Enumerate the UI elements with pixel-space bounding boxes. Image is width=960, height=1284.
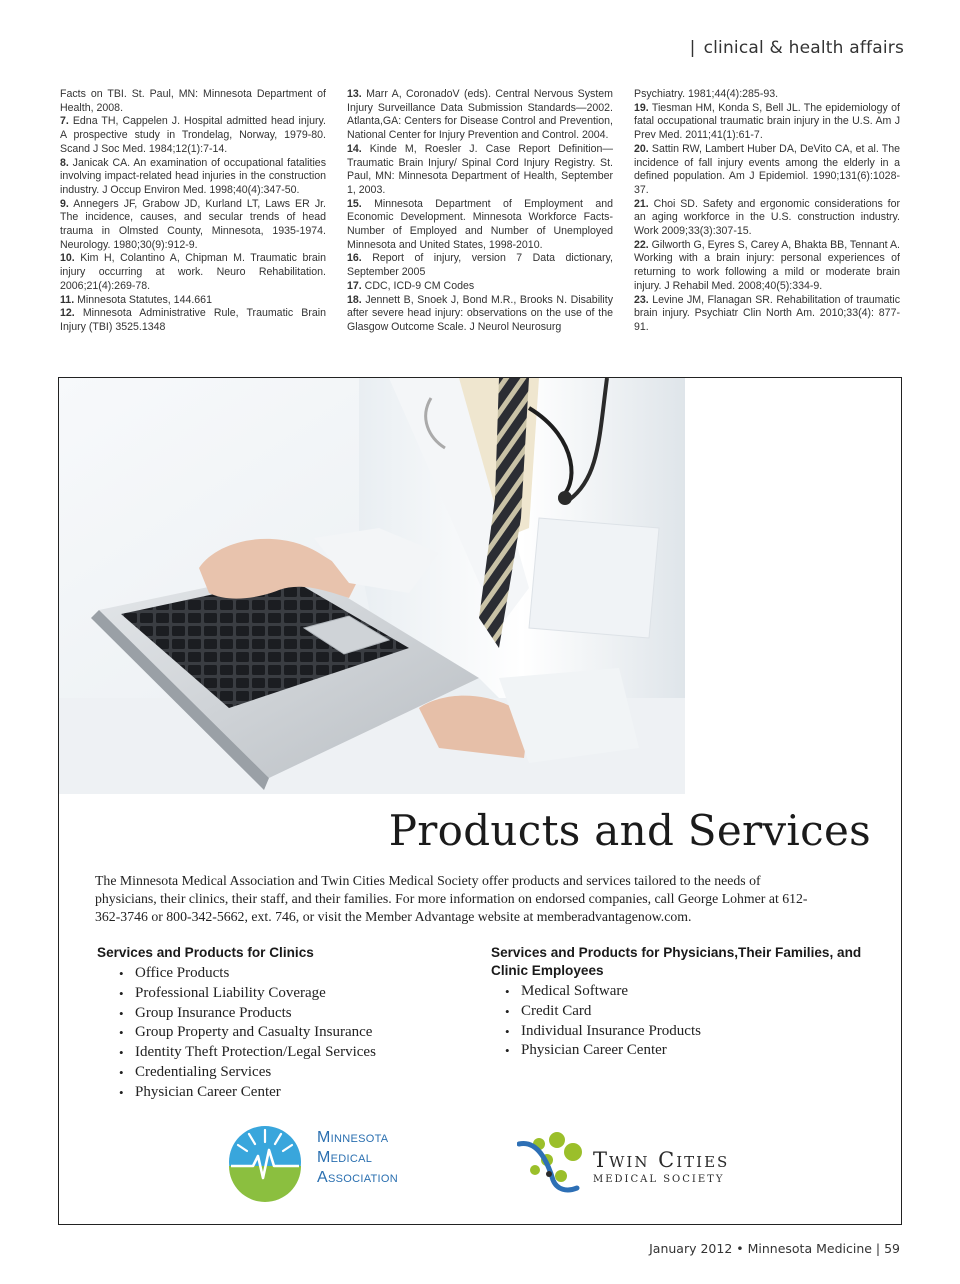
bullet-icon: •	[119, 985, 124, 1001]
list-item: • Individual Insurance Products	[491, 1022, 881, 1042]
mma-logo	[225, 1122, 425, 1202]
doctor-laptop-photo	[59, 378, 685, 794]
mma-emblem-icon	[225, 1122, 305, 1202]
list-item: • Office Products	[97, 964, 477, 984]
reference-item: 9. Annegers JF, Grabow JD, Kurland LT, Laws ER Jr. The incidence, causes, and secular trends of head trauma in Olmsted County, Minnesota, 1935-1974. Neurology. 1980;30(9):912-9.	[60, 197, 326, 251]
reference-item: 22. Gilworth G, Eyres S, Carey A, Bhakta BB, Tennant A. Working with a brain injury: personal experiences of returning to work following a mild or moderate brain injury. J Rehabil Med. 2008;40(5):334-9.	[634, 238, 900, 292]
bullet-icon: •	[119, 966, 124, 981]
reference-item: 10. Kim H, Colantino A, Chipman M. Traumatic brain injury occurring at work. Neuro Rehabilitation. 2006;21(4):269-78.	[60, 252, 326, 292]
tcms-logo-subtitle: MEDICAL SOCIETY	[593, 1174, 725, 1185]
clinic-services-list	[97, 964, 477, 1103]
tcms-emblem-icon	[517, 1130, 589, 1194]
bullet-icon: •	[119, 1005, 124, 1021]
references-column-2	[347, 88, 613, 335]
clinic-services-heading: Services and Products for Clinics	[97, 945, 314, 960]
reference-item: 17. CDC, ICD-9 CM Codes	[347, 279, 475, 292]
bullet-icon: •	[505, 1003, 510, 1019]
clinic-services	[97, 944, 477, 1103]
list-item: • Medical Software	[491, 982, 881, 1002]
bullet-icon: •	[119, 1084, 124, 1100]
reference-item: 7. Edna TH, Cappelen J. Hospital admitted head injury. A prospective study in Trondelag, Norway, 1979-80. Scand J Soc Med. 1984;12(1):7-14.	[60, 115, 326, 155]
reference-item: 18. Jennett B, Snoek J, Bond M.R., Brooks N. Disability after severe head injury: observations on the use of the Glasgow Outcome Scale. J Neurol Neurosurg	[347, 293, 613, 333]
page-footer: January 2012 • Minnesota Medicine | 59	[649, 1241, 900, 1256]
tcms-logo	[517, 1130, 777, 1200]
physician-services-heading: Services and Products for Physicians,Their Families, and Clinic Employees	[491, 945, 862, 978]
list-item: • Physician Career Center	[491, 1041, 881, 1061]
bullet-icon: •	[505, 1023, 510, 1039]
list-item: • Credentialing Services	[97, 1063, 477, 1083]
references	[60, 88, 900, 335]
bullet-icon: •	[505, 1043, 510, 1059]
references-column-3	[634, 88, 900, 335]
bullet-icon: •	[119, 1025, 124, 1041]
physician-services	[491, 944, 881, 1061]
reference-item: Facts on TBI. St. Paul, MN: Minnesota Department of Health, 2008.	[60, 88, 326, 114]
reference-item: 12. Minnesota Administrative Rule, Traumatic Brain Injury (TBI) 3525.1348	[60, 307, 326, 333]
ad-intro: The Minnesota Medical Association and Twin Cities Medical Society offer products and services tailored to the needs of physicians, their clinics, their staff, and their families. For more information on endorsed companies, call George Lohmer at 612-362-3746 or 800-342-5662, ext. 746, or visit the Member Advantage website at memberadvantagenow.com.	[95, 873, 808, 924]
bullet-icon: •	[119, 1064, 124, 1080]
list-item: • Identity Theft Protection/Legal Services	[97, 1043, 477, 1063]
header-separator: |	[689, 38, 696, 58]
list-item: • Group Insurance Products	[97, 1004, 477, 1024]
list-item: • Professional Liability Coverage	[97, 984, 477, 1004]
section-header	[690, 38, 904, 58]
list-item: • Credit Card	[491, 1002, 881, 1022]
physician-services-list	[491, 982, 881, 1061]
reference-item: 8. Janicak CA. An examination of occupational fatalities involving impact-related head injuries in the construction industry. J Occup Environ Med. 1998;40(4):347-50.	[60, 156, 326, 196]
reference-item: 13. Marr A, CoronadoV (eds). Central Nervous System Injury Surveillance Data Submission Standards—2002. Atlanta,GA: Centers for Disease Control and Prevention, National Center for Injury Prevention and Control. 2004.	[347, 88, 613, 142]
reference-item: 16. Report of injury, version 7 Data dictionary, September 2005	[347, 252, 613, 279]
bullet-icon: •	[505, 984, 510, 999]
reference-item: 14. Kinde M, Roesler J. Case Report Definition—Traumatic Brain Injury/ Spinal Cord Injury Registry. St. Paul, MN: Minnesota Department of Health, September 1, 2003.	[347, 142, 613, 196]
mma-logo-text: Minnesota Medical Association	[317, 1129, 398, 1186]
list-item: • Group Property and Casualty Insurance	[97, 1023, 477, 1043]
section-title: clinical & health affairs	[703, 38, 904, 58]
ad-title: Products and Services	[388, 806, 871, 855]
reference-item: Psychiatry. 1981;44(4):285-93.	[634, 88, 779, 100]
reference-item: 21. Choi SD. Safety and ergonomic considerations for an aging workforce in the U.S. construction industry. Work 2009;33(3):307-15.	[634, 197, 900, 238]
reference-item: 23. Levine JM, Flanagan SR. Rehabilitation of traumatic brain injury. Psychiatr Clin North Am. 2010;33(4): 877-91.	[634, 293, 900, 333]
reference-item: 20. Sattin RW, Lambert Huber DA, DeVito CA, et al. The incidence of fall injury events among the elderly in a defined population. Am J Epidemiol. 1990;131(6):1028-37.	[634, 142, 900, 196]
references-column-1	[60, 88, 326, 335]
tcms-logo-name: Twin Cities	[593, 1148, 730, 1172]
reference-item: 11. Minnesota Statutes, 144.661	[60, 293, 212, 306]
list-item: • Physician Career Center	[97, 1083, 477, 1103]
reference-item: 15. Minnesota Department of Employment and Economic Development. Minnesota Workforce Facts-Number of Employed and Number of Unemployed Minnesota and United States, 1998-2010.	[347, 197, 613, 251]
products-services-ad	[58, 377, 902, 1225]
bullet-icon: •	[119, 1045, 124, 1061]
reference-item: 19. Tiesman HM, Konda S, Bell JL. The epidemiology of fatal occupational traumatic brain injury in the U.S. Am J Prev Med. 2011;41(1):61-7.	[634, 101, 900, 142]
